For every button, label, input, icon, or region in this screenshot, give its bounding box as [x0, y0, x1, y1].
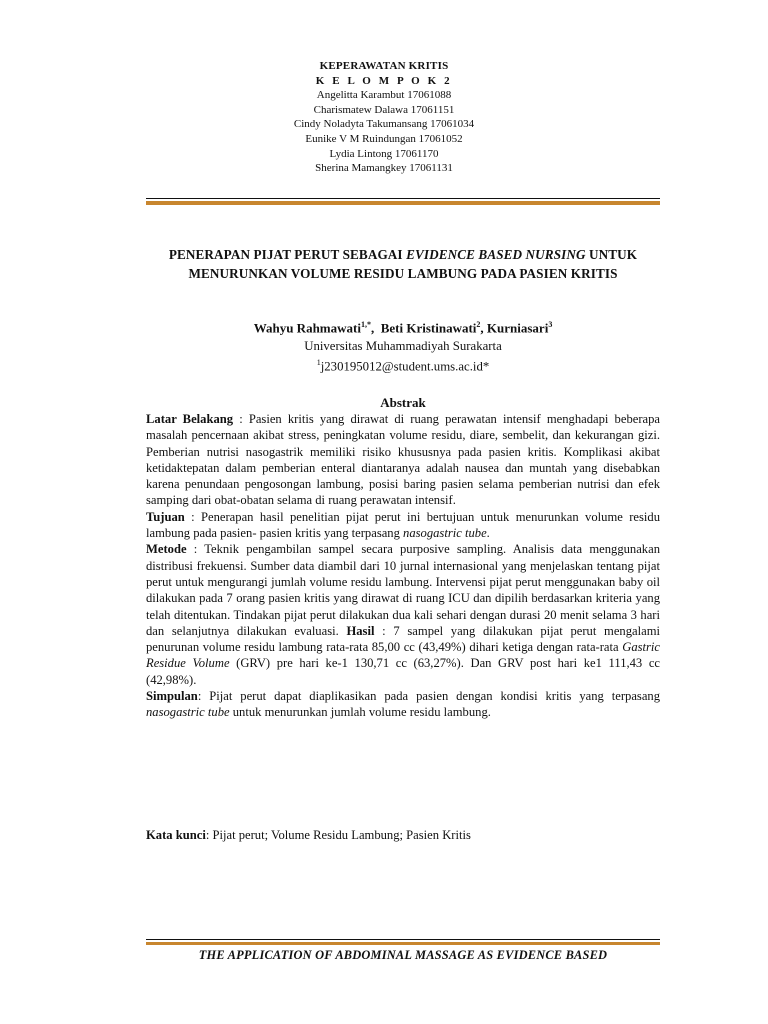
- keywords: Kata kunci: Pijat perut; Volume Residu Lambung; Pasien Kritis: [146, 828, 471, 842]
- english-title: THE APPLICATION OF ABDOMINAL MASSAGE AS EVIDENCE BASED: [198, 948, 608, 962]
- background-paragraph: Latar Belakang : Pasien kritis yang dirawat di ruang perawatan intensif menghadapi beberapa masalah pencernaan akibat stress, peningkatan volume residu, diare, sembelit, dan kekurangan gizi. Pemberian nutrisi nasogastrik memiliki risiko khususnya pada pasien kritis. Komplikasi akibat ketidaktepatan dalam pemberian enteral diantaranya adalah nausea dan muntah yang disebabkan karena penundaan pengosongan lambung, posisi baring pasien selama pemberian nutrisi dan efek samping dari obat-obatan selama di ruang perawatan intensif.: [146, 412, 660, 508]
- author-email: $^1$j230195012@student.ums.ac.id*: [316, 358, 490, 374]
- member-line: Cindy Noladyta Takumansang 17061034: [293, 118, 475, 131]
- group-header: [0, 59, 768, 176]
- abstract-body: [146, 411, 660, 721]
- bottom-divider: [146, 939, 660, 946]
- author-name: Kurniasari: [486, 320, 549, 336]
- member-line: Lydia Lintong 17061170: [329, 147, 439, 160]
- course-title: KEPERAWATAN KRITIS: [319, 60, 449, 72]
- author-name: Wahyu Rahmawati: [253, 320, 361, 336]
- author-name: Beti Kristinawati: [380, 320, 477, 336]
- group-label: K E L O M P O K 2: [315, 74, 453, 87]
- member-line: Eunike V M Ruindungan 17061052: [305, 132, 463, 145]
- member-line: Angelitta Karambut 17061088: [316, 89, 452, 102]
- aim-paragraph: Tujuan : Penerapan hasil penelitian pijat perut ini bertujuan untuk menurunkan volume residu lambung pada pasien- pasien kritis yang terpasang nasogastric tube.: [146, 509, 660, 541]
- method-paragraph: Metode : Teknik pengambilan sampel secara purposive sampling. Analisis data menggunakan distribusi frekuensi. Sumber data diambil dari 10 jurnal internasional yang menjelaskan tentang pijat perut untuk mengurangi jumlah volume residu lambung. Intervensi pijat perut menggunakan baby oil dilakukan pada 7 orang pasien kritis yang dirawat di ruang ICU dan dipilih berdasarkan kriteria yang telah ditentukan. Tindakan pijat perut dilakukan dua kali sehari dengan durasi 20 menit selama 3 hari dan selanjutnya dilakukan evaluasi. Hasil : 7 sampel yang dilakukan pijat perut mengalami penurunan volume residu lambung rata-rata 85,00 cc (43,49%) dihari ketiga dengan rata-rata Gastric Residue Volume (GRV) pre hari ke-1 130,71 cc (63,27%). Dan GRV post hari ke1 111,43 cc (42,98%).: [146, 542, 661, 687]
- affiliation: Universitas Muhammadiyah Surakarta: [304, 339, 502, 353]
- top-divider: [146, 198, 660, 206]
- conclusion-paragraph: Simpulan: Pijat perut dapat diaplikasikan pada pasien dengan kondisi kritis yang terpasang nasogastric tube untuk menurunkan jumlah volume residu lambung.: [146, 689, 660, 720]
- paper-title: PENERAPAN PIJAT PERUT SEBAGAI EVIDENCE BASED NURSING UNTUK MENURUNKAN VOLUME RESIDU LAMBUNG PADA PASIEN KRITIS: [168, 247, 638, 281]
- member-line: Charismatew Dalawa 17061151: [313, 103, 455, 116]
- abstract-heading: Abstrak: [380, 395, 426, 410]
- author-list: Wahyu Rahmawati$^{1,*}$, Beti Kristinawati$^2$, Kurniasari$^3$: [253, 320, 553, 336]
- member-line: Sherina Mamangkey 17061131: [315, 162, 453, 175]
